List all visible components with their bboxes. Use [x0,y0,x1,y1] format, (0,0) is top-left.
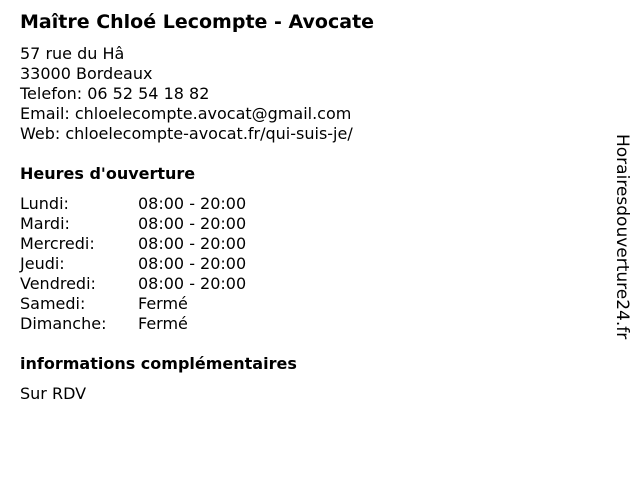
day-label: Samedi: [20,294,86,313]
time-value: Fermé [138,294,188,313]
phone-line: Telefon: 06 52 54 18 82 [20,84,210,103]
day-label: Lundi: [20,194,69,213]
street-line: 57 rue du Hâ [20,44,125,63]
time-value: 08:00 - 20:00 [138,214,247,233]
day-label: Mercredi: [20,234,95,253]
city-line: 33000 Bordeaux [20,64,153,83]
info-text: Sur RDV [20,384,87,403]
time-value: 08:00 - 20:00 [138,234,247,253]
time-value: 08:00 - 20:00 [138,194,247,213]
day-label: Jeudi: [20,254,65,273]
day-label: Vendredi: [20,274,96,293]
day-label: Dimanche: [20,314,107,333]
time-value: 08:00 - 20:00 [138,254,247,273]
day-label: Mardi: [20,214,70,233]
web-line: Web: chloelecompte-avocat.fr/qui-suis-je/ [20,124,353,143]
watermark [612,134,632,374]
time-value: Fermé [138,314,188,333]
info-heading: informations complémentaires [20,354,297,373]
hours-heading: Heures d'ouverture [20,164,196,183]
email-line: Email: chloelecompte.avocat@gmail.com [20,104,352,123]
address-block [20,44,353,144]
time-value: 08:00 - 20:00 [138,274,247,293]
watermark-text: Horairesdouverture24.fr [612,134,632,340]
business-title: Maître Chloé Lecompte - Avocate [20,11,375,33]
